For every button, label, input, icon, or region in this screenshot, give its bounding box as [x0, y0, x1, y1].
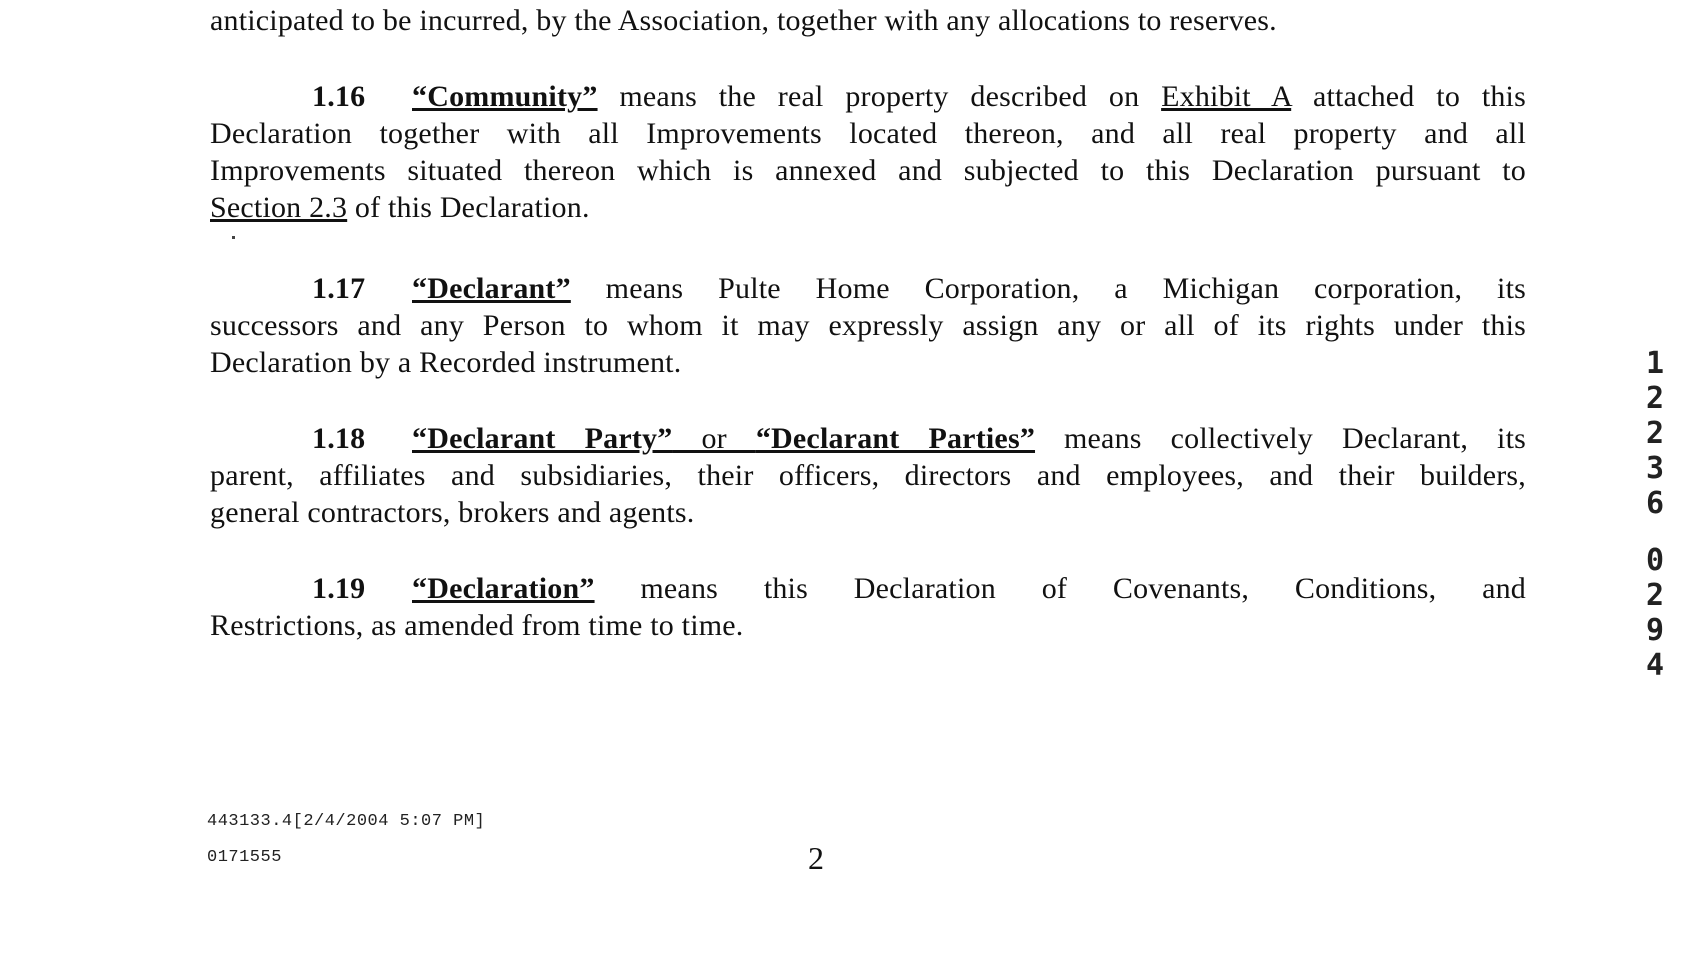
section-1-18-line-1: 1.18 “Declarant Party” or “Declarant Parties” means collectively Declarant, its [312, 422, 1526, 455]
intro-line: anticipated to be incurred, by the Association, together with any allocations to reserves. [210, 4, 1277, 37]
stamp-digit: 0 [1645, 543, 1665, 578]
stamp-digit: 2 [1645, 416, 1665, 451]
section-1-17 [210, 270, 1526, 381]
section-number: 1.17 [312, 272, 366, 305]
section-1-18 [210, 420, 1526, 531]
section-1-17-line-2: successors and any Person to whom it may expressly assign any or all of its rights under this [210, 309, 1526, 342]
section-1-16-line-2: Declaration together with all Improvements located thereon, and all real property and all [210, 117, 1526, 150]
stamp-digit: 9 [1645, 613, 1665, 648]
section-1-19-line-1: 1.19 “Declaration” means this Declaration of Covenants, Conditions, and [312, 572, 1526, 605]
stamp-digit: 1 [1645, 346, 1665, 381]
section-number: 1.19 [312, 572, 366, 605]
section-1-18-line-2: parent, affiliates and subsidiaries, their officers, directors and employees, and their builders, [210, 459, 1526, 492]
section-1-18-line-3: general contractors, brokers and agents. [210, 496, 695, 529]
footer-file-number: 0171555 [207, 848, 282, 867]
scan-speck [232, 236, 235, 239]
footer-document-id: 443133.4[2/4/2004 5:07 PM] [207, 812, 486, 831]
exhibit-a-reference: Exhibit A [1161, 80, 1292, 113]
stamp-digit: 6 [1645, 486, 1665, 521]
defined-term-declarant: “Declarant” [412, 272, 571, 305]
section-1-16-line-1: 1.16 “Community” means the real property described on Exhibit A attached to this [312, 80, 1526, 113]
recording-number-stamp [1640, 346, 1670, 683]
defined-term-declarant-party: “Declarant Party” [412, 422, 673, 455]
section-1-16-line-4: Section 2.3 of this Declaration. [210, 191, 590, 224]
stamp-digit: 4 [1645, 648, 1665, 683]
defined-term-declaration: “Declaration” [412, 572, 595, 605]
section-1-19-line-2: Restrictions, as amended from time to time. [210, 609, 744, 642]
section-1-16 [210, 78, 1526, 226]
stamp-digit: 2 [1645, 381, 1665, 416]
stamp-digit: 2 [1645, 578, 1665, 613]
section-1-16-line-3: Improvements situated thereon which is annexed and subjected to this Declaration pursuant to [210, 154, 1526, 187]
section-2-3-reference: Section 2.3 [210, 191, 348, 224]
stamp-digit: 3 [1645, 451, 1665, 486]
intro-paragraph [210, 2, 1526, 39]
section-1-19 [210, 570, 1526, 644]
section-1-17-line-3: Declaration by a Recorded instrument. [210, 346, 682, 379]
page-number: 2 [808, 840, 824, 876]
section-number: 1.16 [312, 80, 366, 113]
section-number: 1.18 [312, 422, 366, 455]
stamp-gap [1640, 521, 1670, 543]
section-1-17-line-1: 1.17 “Declarant” means Pulte Home Corporation, a Michigan corporation, its [312, 272, 1526, 305]
defined-term-community: “Community” [412, 80, 598, 113]
defined-term-declarant-parties: “Declarant Parties” [755, 422, 1036, 455]
